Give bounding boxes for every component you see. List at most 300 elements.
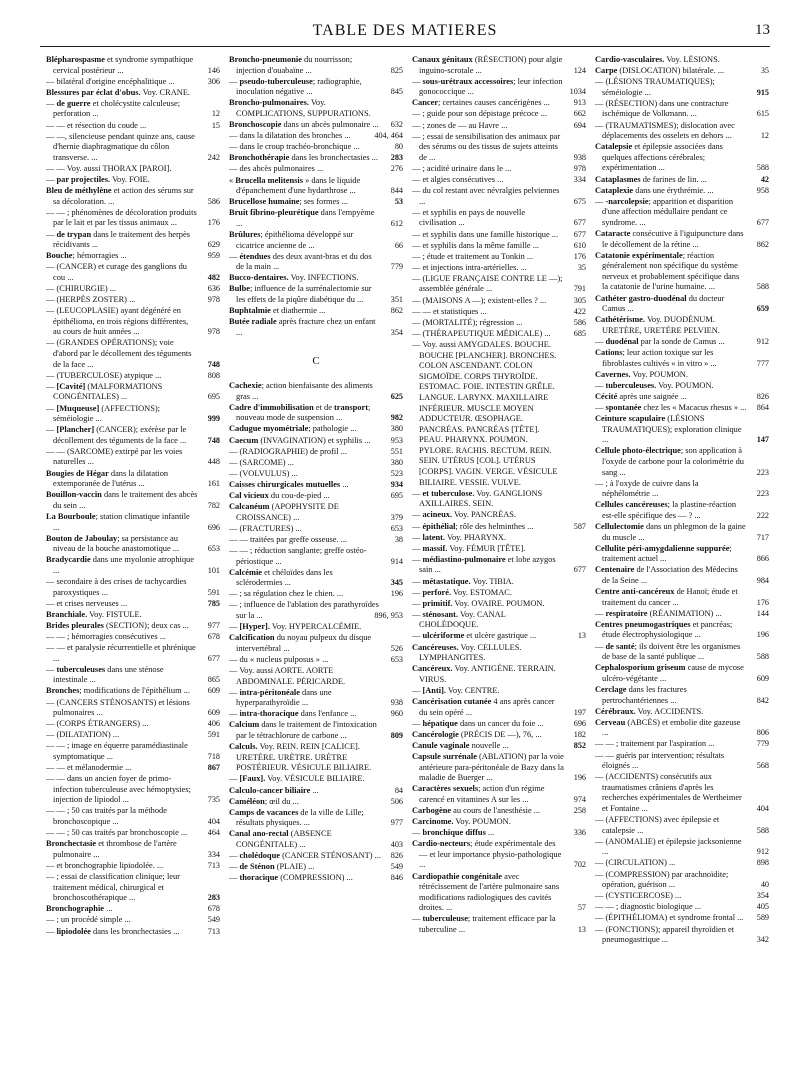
- entry-page-number: 15: [211, 120, 220, 130]
- entry-text: — — (SARCOME) extirpé par les voies naturelles ...: [46, 446, 183, 467]
- entry-text: — (FONCTIONS); appareil thyroïdien et pneumogastrique ...: [595, 924, 735, 945]
- index-entry: [412, 914, 586, 935]
- index-entry: [412, 230, 586, 241]
- entry-text: — (ACCIDENTS) consécutifs aux traumatismes crâniens d'après les recherches expérimentales de Wertheimer et Fontaine ...: [595, 772, 742, 813]
- index-entry: [595, 479, 769, 500]
- entry-page-number: 354: [390, 327, 403, 337]
- entry-text: — (CIRCULATION) ...: [595, 858, 676, 868]
- entry-text: — (LEUCOPLASIE) ayant dégénéré en épithélioma, en trois régions différentes, au cours de huit années ...: [46, 306, 189, 337]
- entry-text: — [Anti]. Voy. CENTRE.: [412, 685, 500, 695]
- entry-text: — — Voy. aussi THORAX [PAROI].: [46, 163, 172, 173]
- entry-page-number: 422: [573, 306, 586, 316]
- entry-text: Cal vicieux du cou-de-pied ...: [229, 490, 330, 500]
- index-entry: [229, 230, 403, 251]
- entry-text: Cardio-necteurs; étude expérimentale des — et leur importance physio-pathologique ...: [412, 839, 562, 870]
- entry-text: Cations; leur action toxique sur les fibroblastes cultivés « in vitro » ...: [595, 348, 717, 368]
- index-entry: [412, 77, 586, 98]
- index-entry: [229, 306, 403, 317]
- entry-page-number: 677: [573, 218, 586, 228]
- entry-page-number: 66: [394, 240, 403, 250]
- entry-text: Camps de vacances de la ville de Lille; résultats physiques. ...: [229, 807, 364, 828]
- entry-page-number: 629: [207, 240, 220, 250]
- index-entry: [46, 262, 220, 283]
- entry-text: — de trypan dans le traitement des herpès récidivants ...: [46, 229, 190, 250]
- entry-page-number: 586: [207, 196, 220, 206]
- entry-text: — tuberculeuses dans une sténose intestinale ...: [46, 664, 164, 685]
- index-entry: [229, 774, 403, 785]
- entry-text: — hépatique dans un cancer du foie ...: [412, 718, 544, 728]
- entry-text: Centenaire de l'Association des Médecins de la Seine ...: [595, 565, 738, 585]
- entry-text: — pseudo-tuberculeuse; radiographie, inoculation négative ...: [229, 76, 362, 97]
- entry-text: Cachexie; action bienfaisante des aliments gras ...: [229, 381, 373, 401]
- index-entry: [412, 697, 586, 718]
- entry-text: Carpe (DISLOCATION) bilatérale. ...: [595, 66, 725, 76]
- entry-text: — et injections intra-artérielles. ...: [412, 262, 527, 272]
- index-entry: [595, 392, 769, 403]
- index-entry: [229, 436, 403, 447]
- entry-text: Cellules cancéreuses; la plastine-réaction est-elle spécifique des — ? ...: [595, 500, 737, 520]
- index-entry: [412, 121, 586, 132]
- entry-page-number: 934: [390, 479, 403, 489]
- entry-page-number: 779: [390, 262, 403, 272]
- index-entry: [46, 632, 220, 643]
- entry-page-number: 80: [394, 142, 403, 152]
- index-entry: [46, 490, 220, 511]
- index-entry: [46, 719, 220, 730]
- index-entry: [229, 633, 403, 654]
- entry-page-number: 222: [756, 510, 769, 520]
- entry-text: Caisses chirurgicales mutuelles ...: [229, 479, 349, 489]
- index-entry: [229, 197, 403, 208]
- index-entry: [46, 686, 220, 697]
- index-entry: [412, 577, 586, 588]
- index-entry: [595, 815, 769, 836]
- index-entry: [595, 620, 769, 641]
- index-entry: [412, 610, 586, 631]
- index-column-1: [46, 55, 220, 1070]
- entry-text: Broncho-pulmonaires. Voy. COMPLICATIONS, SUPPURATIONS.: [229, 98, 371, 118]
- index-entry: [46, 643, 220, 664]
- entry-text: — secondaire à des crises de tachycardies paroxystiques ...: [46, 577, 187, 597]
- header-rule: [40, 46, 770, 47]
- entry-text: — et bronchographie lipiodolée. ...: [46, 860, 164, 870]
- entry-text: Broncho-pneumonie du nourrisson; injection d'ouabaïne ...: [229, 55, 353, 75]
- entry-text: Blépharospasme et syndrome sympathique cervical postérieur ...: [46, 55, 194, 75]
- entry-text: Butée radiale après fracture chez un enfant ...: [229, 317, 376, 337]
- index-entry: [412, 208, 586, 229]
- index-entry: [595, 294, 769, 315]
- index-entry: [595, 858, 769, 869]
- entry-page-number: 196: [756, 630, 769, 640]
- entry-page-number: 40: [760, 880, 769, 890]
- entry-page-number: 404: [756, 803, 769, 813]
- index-entry: [595, 229, 769, 250]
- entry-text: — ; essai de classification clinique; leur traitement médical, chirurgical et bronchoscothérapique ...: [46, 872, 180, 903]
- entry-text: — spontanée chez les « Macacus rhesus » ...: [595, 403, 747, 412]
- index-entry: [595, 414, 769, 446]
- entry-page-number: 862: [756, 239, 769, 249]
- entry-text: Calcification du noyau pulpeux du disque intervertébral ...: [229, 633, 372, 653]
- entry-text: — tuberculeuse; traitement efficace par la tuberculine ...: [412, 914, 556, 934]
- entry-text: — médiastino-pulmonaire et lobe azygos sain ...: [412, 554, 556, 575]
- entry-text: — massif. Voy. FÉMUR [TÊTE].: [412, 543, 526, 553]
- entry-text: Bruit fibrino-pleurétique dans l'empyème ...: [229, 208, 375, 228]
- index-entry: [595, 565, 769, 586]
- entry-text: Bronches; modifications de l'épithélium ...: [46, 686, 190, 696]
- index-entry: [412, 533, 586, 544]
- index-entry: [595, 446, 769, 478]
- entry-page-number: 588: [756, 652, 769, 662]
- entry-page-number: 912: [756, 847, 769, 857]
- index-entry: [412, 175, 586, 186]
- index-entry: [412, 664, 586, 685]
- entry-text: Cerveau (ABCÈS) et embolie dite gazeuse ...: [595, 717, 741, 738]
- entry-text: Centres pneumogastriques et pancréas; étude électrophysiologique ...: [595, 619, 733, 640]
- entry-page-number: 978: [207, 295, 220, 305]
- entry-text: — (FRACTURES) ...: [229, 523, 302, 533]
- entry-text: Cerclage dans les fractures pertrochantériennes ...: [595, 684, 687, 705]
- index-entry: [229, 742, 403, 774]
- entry-text: — (HERPÈS ZOSTER) ...: [46, 295, 136, 305]
- entry-text: — sténosant. Voy. CANAL CHOLÉDOQUE.: [412, 609, 506, 630]
- index-entry: [595, 197, 769, 229]
- entry-page-number: 653: [390, 523, 403, 533]
- entry-text: Calcémie et chéloïdes dans les sclérodermies ...: [229, 567, 333, 588]
- index-entry: [46, 741, 220, 762]
- index-entry: [46, 534, 220, 555]
- entry-text: Calculo-cancer biliaire ...: [229, 785, 319, 795]
- index-entry: [412, 296, 586, 307]
- entry-page-number: 978: [207, 327, 220, 337]
- entry-text: — (CANCER) et curage des ganglions du cou ...: [46, 262, 187, 282]
- entry-text: Cancer; certaines causes cancérigènes ...: [412, 98, 550, 108]
- index-entry: [595, 718, 769, 739]
- entry-text: — (MAISONS A —); existent-elles ? ...: [412, 295, 547, 305]
- entry-page-number: 791: [573, 284, 586, 294]
- index-entry: [595, 370, 769, 381]
- index-entry: [595, 121, 769, 142]
- index-entry: [595, 739, 769, 750]
- index-entry: [229, 55, 403, 76]
- entry-page-number: 101: [207, 565, 220, 575]
- index-entry: [46, 927, 220, 938]
- entry-text: — métastatique. Voy. TIBIA.: [412, 576, 514, 586]
- index-entry: [46, 610, 220, 621]
- entry-page-number: 182: [573, 729, 586, 739]
- index-entry: [595, 66, 769, 77]
- index-entry: [229, 120, 403, 131]
- entry-page-number: 35: [577, 262, 586, 272]
- index-entry: [595, 337, 769, 348]
- index-entry: [229, 862, 403, 873]
- entry-text: — — ; hémorragies consécutives ...: [46, 631, 167, 641]
- index-entry: [229, 491, 403, 502]
- index-entry: [46, 88, 220, 99]
- entry-text: — (TUBERCULOSE) atypique ...: [46, 370, 162, 380]
- index-entry: [229, 851, 403, 862]
- index-entry: [412, 263, 586, 274]
- entry-text: — de guerre et cholécystite calculeuse; perforation ...: [46, 98, 181, 119]
- entry-page-number: 176: [756, 597, 769, 607]
- entry-text: Bulbe; influence de la surrénalectomie sur les effets de la piqûre diabétique du ...: [229, 284, 372, 305]
- entry-page-number: 342: [756, 935, 769, 945]
- entry-page-number: 777: [756, 358, 769, 368]
- index-entry: [595, 870, 769, 891]
- entry-page-number: 785: [207, 598, 220, 608]
- entry-text: — du « nucleus pulposus » ...: [229, 654, 329, 664]
- entry-text: — (AFFECTIONS) avec épilepsie et catalepsie ...: [595, 815, 720, 835]
- entry-text: Cadre d'immobilisation et de transport; nouveau mode de suspension ...: [229, 402, 371, 423]
- index-entry: [229, 622, 403, 633]
- entry-page-number: 176: [573, 251, 586, 261]
- index-entry: [229, 317, 403, 338]
- entry-page-number: 677: [573, 229, 586, 239]
- entry-page-number: 53: [394, 197, 403, 207]
- index-entry: [46, 763, 220, 774]
- entry-page-number: 678: [207, 631, 220, 641]
- entry-page-number: 915: [756, 87, 769, 97]
- index-entry: [46, 872, 220, 904]
- entry-text: Bleu de méthylène et action des sérums sur sa décoloration. ...: [46, 186, 194, 206]
- index-entry: [46, 828, 220, 839]
- entry-text: — de santé; ils doivent être les organismes de base de la santé publique ...: [595, 641, 741, 662]
- index-entry: [229, 666, 403, 687]
- index-entry: [595, 707, 769, 718]
- entry-page-number: 826: [756, 391, 769, 401]
- entry-text: Bougies de Hégar dans la dilatation extemporanée de l'utérus ...: [46, 468, 169, 489]
- entry-text: Cancérisation cutanée 4 ans après cancer du sein opéré ...: [412, 697, 555, 717]
- entry-page-number: 977: [207, 620, 220, 630]
- entry-text: — [Cavité] (MALFORMATIONS CONGÉNITALES) ...: [46, 381, 163, 402]
- index-entry: [412, 839, 586, 871]
- index-entry: [412, 510, 586, 521]
- entry-text: — (SARCOME) ...: [229, 457, 294, 467]
- entry-page-number: 717: [756, 532, 769, 542]
- entry-text: — ulcériforme et ulcère gastrique ...: [412, 631, 537, 641]
- index-entry: [412, 719, 586, 730]
- index-column-4: [595, 55, 769, 1070]
- index-entry: [46, 208, 220, 229]
- entry-page-number: 196: [573, 773, 586, 783]
- entry-page-number: 38: [394, 534, 403, 544]
- entry-page-number: 696: [573, 718, 586, 728]
- index-entry: [595, 587, 769, 608]
- entry-page-number: 380: [390, 424, 403, 434]
- index-entry: [229, 709, 403, 720]
- index-entry: [46, 904, 220, 915]
- index-entry: [595, 186, 769, 197]
- entry-page-number: 404: [207, 817, 220, 827]
- entry-page-number: 713: [207, 926, 220, 936]
- entry-text: Cavernes. Voy. POUMON.: [595, 369, 688, 379]
- entry-page-number: 404, 464: [374, 131, 403, 141]
- entry-text: — ; essai de sensibilisation des animaux par des sérums ou des tissus de sujets atteints de ...: [412, 131, 561, 162]
- entry-page-number: 147: [756, 435, 769, 445]
- entry-text: Cataracte consécutive à l'iguipuncture dans le décollement de la rétine ...: [595, 229, 744, 249]
- entry-page-number: 283: [207, 893, 220, 903]
- index-entry: [229, 535, 403, 546]
- entry-page-number: 694: [573, 120, 586, 130]
- index-entry: [46, 382, 220, 403]
- index-entry: [46, 915, 220, 926]
- entry-page-number: 867: [207, 763, 220, 773]
- index-entry: [412, 318, 586, 329]
- index-entry: [412, 109, 586, 120]
- entry-text: — et algies consécutives ...: [412, 175, 504, 185]
- index-entry: [229, 524, 403, 535]
- entry-text: — (DILATATION) ...: [46, 730, 120, 740]
- index-entry: [229, 447, 403, 458]
- entry-text: — et crises nerveuses ...: [46, 598, 128, 608]
- entry-page-number: 696: [207, 522, 220, 532]
- index-entry: [229, 142, 403, 153]
- entry-page-number: 588: [756, 282, 769, 292]
- entry-page-number: 864: [756, 403, 769, 412]
- index-entry: [412, 828, 586, 839]
- entry-text: — (GRANDES OPÉRATIONS); voie d'abord par le décollement des téguments de la face ...: [46, 338, 192, 369]
- entry-page-number: 636: [207, 283, 220, 293]
- entry-page-number: 677: [756, 217, 769, 227]
- entry-text: — (ANOMALIE) et épilepsie jacksonienne ...: [595, 836, 742, 857]
- index-entry: [229, 252, 403, 273]
- index-entry: [412, 555, 586, 576]
- entry-page-number: 912: [756, 336, 769, 346]
- entry-text: — intra-péritonéale dans une hyperparathyroïdie ...: [229, 687, 332, 708]
- index-entry: [229, 164, 403, 175]
- entry-page-number: 146: [207, 65, 220, 75]
- entry-text: — — ; traitement par l'aspiration ...: [595, 739, 715, 749]
- entry-page-number: 276: [390, 164, 403, 174]
- index-entry: [229, 688, 403, 709]
- entry-text: — (ÉPITHÉLIOMA) et syndrome frontal ...: [595, 913, 744, 923]
- entry-text: — thoracique (COMPRESSION) ...: [229, 873, 353, 883]
- index-entry: [595, 500, 769, 521]
- index-entry: [229, 873, 403, 884]
- entry-text: Cathétérisme. Voy. DUODÉNUM. URETÈRE, URETÈRE PELVIEN.: [595, 315, 720, 335]
- index-entry: [46, 577, 220, 598]
- index-column-3: [412, 55, 586, 1070]
- index-entry: [46, 730, 220, 741]
- index-entry: [229, 284, 403, 305]
- index-entry: [412, 741, 586, 752]
- entry-page-number: 176: [207, 218, 220, 228]
- index-entry: [46, 371, 220, 382]
- entry-page-number: 403: [390, 839, 403, 849]
- index-entry: [595, 925, 769, 946]
- entry-page-number: 609: [756, 673, 769, 683]
- entry-text: Cataplexie dans une érythrémie. ...: [595, 185, 714, 195]
- entry-text: Bronchoscopie dans un abcès pulmonaire ...: [229, 120, 379, 130]
- index-entry: [229, 829, 403, 850]
- entry-text: Centre anti-cancéreux de Hanoï; étude et traitement du cancer ...: [595, 587, 738, 607]
- entry-page-number: 826: [390, 851, 403, 861]
- entry-page-number: 844: [390, 186, 403, 196]
- entry-page-number: 958: [756, 185, 769, 195]
- index-entry: [412, 544, 586, 555]
- index-entry: [46, 621, 220, 632]
- entry-text: — (MORTALITÉ); régression ...: [412, 317, 523, 327]
- entry-page-number: 809: [390, 731, 403, 741]
- entry-page-number: 612: [390, 218, 403, 228]
- entry-page-number: 464: [207, 828, 220, 838]
- entry-page-number: 748: [207, 359, 220, 369]
- index-entry: [412, 730, 586, 741]
- entry-text: — ; sa régulation chez le chien. ...: [229, 589, 344, 599]
- entry-page-number: 283: [390, 153, 403, 163]
- index-entry: [46, 861, 220, 872]
- entry-text: — (THÉRAPEUTIQUE MÉDICALE) ...: [412, 328, 551, 338]
- entry-text: — sous-urétraux accessoires; leur infection gonococcique ...: [412, 76, 563, 97]
- entry-text: Caractères sexuels; action d'un régime carencé en vitamines A sur les ...: [412, 784, 545, 804]
- entry-text: — ; zones de — au Havre ...: [412, 120, 508, 130]
- entry-page-number: 695: [207, 392, 220, 402]
- entry-page-number: 845: [390, 87, 403, 97]
- entry-page-number: 609: [207, 686, 220, 696]
- entry-text: « Brucella melitensis » dans le liquide d'épanchement d'une hydarthrose ...: [229, 175, 361, 196]
- index-entry: [229, 720, 403, 741]
- section-letter: C: [312, 355, 320, 368]
- entry-text: — étendues des deux avant-bras et du dos de la main ...: [229, 251, 372, 272]
- entry-text: — et syphilis dans la même famille ...: [412, 240, 539, 250]
- entry-text: Cardio-vasculaires. Voy. LÉSIONS.: [595, 55, 720, 64]
- entry-text: — du col restant avec névralgies pelviennes ...: [412, 186, 560, 206]
- entry-page-number: 258: [573, 805, 586, 815]
- index-entry: [412, 643, 586, 664]
- entry-text: Bradycardie dans une myolonie atrophique ...: [46, 555, 194, 575]
- entry-text: — bronchique diffus ...: [412, 828, 495, 838]
- index-entry: [412, 806, 586, 817]
- entry-page-number: 406: [207, 719, 220, 729]
- entry-text: Branchiale. Voy. FISTULE.: [46, 609, 142, 619]
- entry-text: — dans le croup trachéo-bronchique ...: [229, 142, 360, 152]
- index-entry: [412, 631, 586, 642]
- entry-text: Bucco-dentaires. Voy. INFECTIONS.: [229, 273, 359, 283]
- index-entry: [46, 806, 220, 827]
- entry-text: — — guéris par intervention; résultats éloignés ...: [595, 750, 725, 771]
- index-entry: [595, 685, 769, 706]
- entry-text: — — ; 50 cas traités par bronchoscopie ...: [46, 828, 188, 838]
- entry-text: — — et résection du coude ...: [46, 120, 147, 130]
- entry-page-number: 653: [390, 654, 403, 664]
- index-entry: [412, 784, 586, 805]
- index-entry: [46, 599, 220, 610]
- index-entry: [412, 588, 586, 599]
- index-entry: [46, 512, 220, 533]
- entry-text: — (CYSTICERCOSE) ...: [595, 891, 682, 901]
- entry-page-number: 354: [756, 891, 769, 901]
- entry-page-number: 999: [207, 414, 220, 424]
- page-title: TABLE DES MATIERES: [312, 22, 498, 39]
- entry-text: Bouillon-vaccin dans le traitement des abcès du sein ...: [46, 490, 198, 510]
- index-entry: [46, 338, 220, 370]
- index-entry: [46, 284, 220, 295]
- entry-page-number: 675: [573, 196, 586, 206]
- entry-page-number: 345: [390, 578, 403, 588]
- entry-text: Bouton de Jaboulay; sa persistance au niveau de la bouche anastomotique ...: [46, 533, 180, 554]
- entry-text: — lipiodolée dans les bronchectasies ...: [46, 926, 180, 936]
- index-entry: [595, 55, 769, 66]
- entry-page-number: 242: [207, 152, 220, 162]
- entry-text: — et syphilis en pays de nouvelle civilisation ...: [412, 207, 526, 228]
- entry-text: Cathéter gastro-duodénal du docteur Camus ...: [595, 293, 725, 314]
- index-entry: [412, 132, 586, 164]
- entry-page-number: 685: [573, 328, 586, 338]
- entry-page-number: 852: [573, 740, 586, 750]
- entry-text: — tuberculeuses. Voy. POUMON.: [595, 380, 714, 390]
- index-entry: [46, 55, 220, 76]
- entry-text: Capsule surrénale (ABLATION) par la voie antérieure para-péritonéale de Bazy dans la maladie de Buerger ...: [412, 752, 564, 783]
- entry-text: — perforé. Voy. ESTOMAC.: [412, 587, 512, 597]
